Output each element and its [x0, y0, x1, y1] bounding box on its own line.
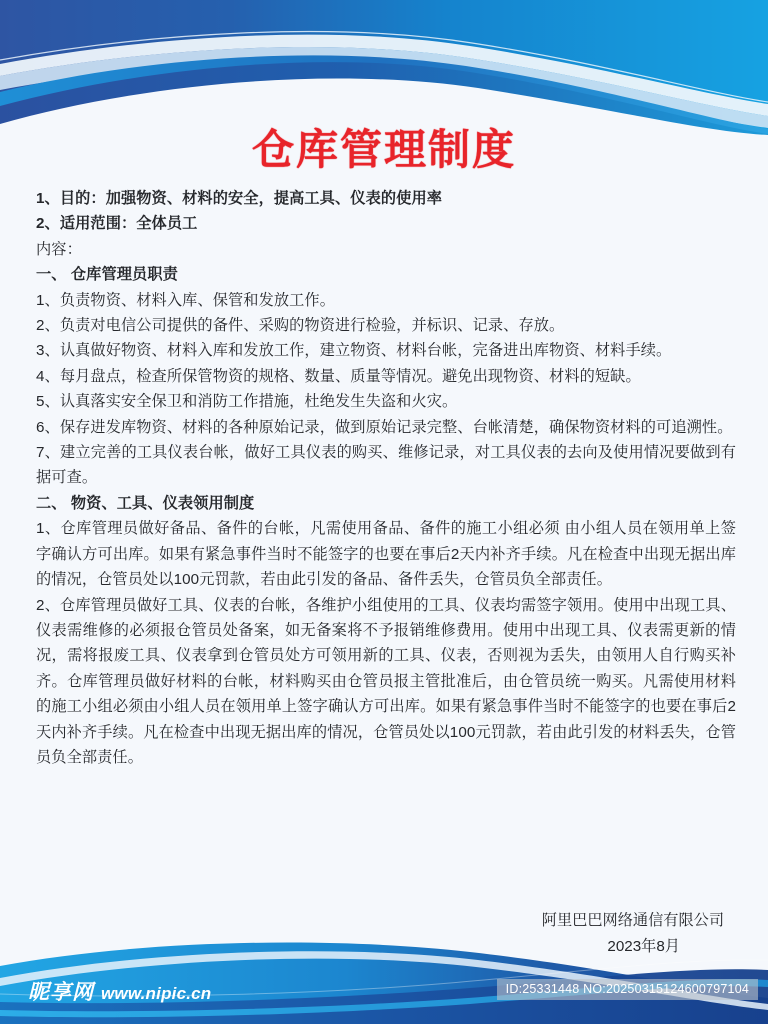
header-wave-graphic [0, 0, 768, 135]
section-1-item-6: 6、保存进发库物资、材料的各种原始记录，做到原始记录完整、台帐清楚，确保物资材料的可追溯性。 [36, 418, 733, 436]
asset-id-badge: ID:25331448 NO:20250315124600797104 [497, 979, 758, 1000]
header-wave-banner [0, 0, 768, 135]
signature-company: 阿里巴巴网络通信有限公司 [541, 912, 724, 929]
section-2-heading: 二、 物资、工具、仪表领用制度 [36, 494, 255, 512]
signature-date: 2023年8月 [607, 938, 680, 955]
section-1-item-3: 3、认真做好物资、材料入库和发放工作，建立物资、材料台帐，完备进出库物资、材料手续。 [36, 342, 672, 360]
section-2-item-2: 2、仓库管理员做好工具、仪表的台帐，各维护小组使用的工具、仪表均需签字领用。使用中出现工具、仪表需维修的必须报仓管员处备案，如无备案将不予报销维修费用。使用中出现工具、仪表需更新的情况，需将报废工具、仪表拿到仓管员处方可领用新的工具、仪表，否则视为丢失，由领用人自行购买补齐。仓库管理员做好材料的台帐，材料购买由仓管员报主管批准后，由仓管员统一购买。凡需使用材料的施工小组必须由小组人员在领用单上签字确认方可出库。如果有紧急事件当时不能签字的也要在事后2天内补齐手续。凡在检查中出现无据出库的情况，仓管员处以100元罚款，若由此引发的材料丢失，仓管员负全部责任。 [36, 596, 736, 766]
intro-item-1: 1、目的：加强物资、材料的安全，提高工具、仪表的使用率 [36, 190, 443, 207]
content-label: 内容： [36, 240, 82, 258]
section-1-item-7: 7、建立完善的工具仪表台帐，做好工具仪表的购买、维修记录，对工具仪表的去向及使用情况要做到有据可查。 [36, 444, 736, 487]
section-2-item-1: 1、仓库管理员做好备品、备件的台帐，凡需使用备品、备件的施工小组必须 由小组人员在领用单上签字确认方可出库。如果有紧急事件当时不能签字的也要在事后2天内补齐手续。凡在检查中出现无据出库的情况，仓管员处以100元罚款，若由此引发的备品、备件丢失，仓管员负全部责任。 [36, 520, 736, 589]
section-1-heading: 一、 仓库管理员职责 [36, 266, 178, 284]
page-title: 仓库管理制度 [251, 125, 516, 174]
section-1-item-2: 2、负责对电信公司提供的备件、采购的物资进行检验，并标识、记录、存放。 [36, 317, 565, 335]
watermark-url: www.nipic.cn [101, 984, 212, 1003]
document-body [36, 186, 736, 770]
section-1-item-4: 4、每月盘点，检查所保管物资的规格、数量、质量等情况。避免出现物资、材料的短缺。 [36, 367, 641, 385]
section-1-item-5: 5、认真落实安全保卫和消防工作措施，杜绝发生失盗和火灾。 [36, 393, 458, 411]
section-1-item-1: 1、负责物资、材料入库、保管和发放工作。 [36, 291, 336, 309]
site-watermark [28, 976, 211, 1006]
watermark-logo: 昵享网 [28, 980, 94, 1004]
intro-item-2: 2、适用范围：全体员工 [36, 215, 198, 233]
